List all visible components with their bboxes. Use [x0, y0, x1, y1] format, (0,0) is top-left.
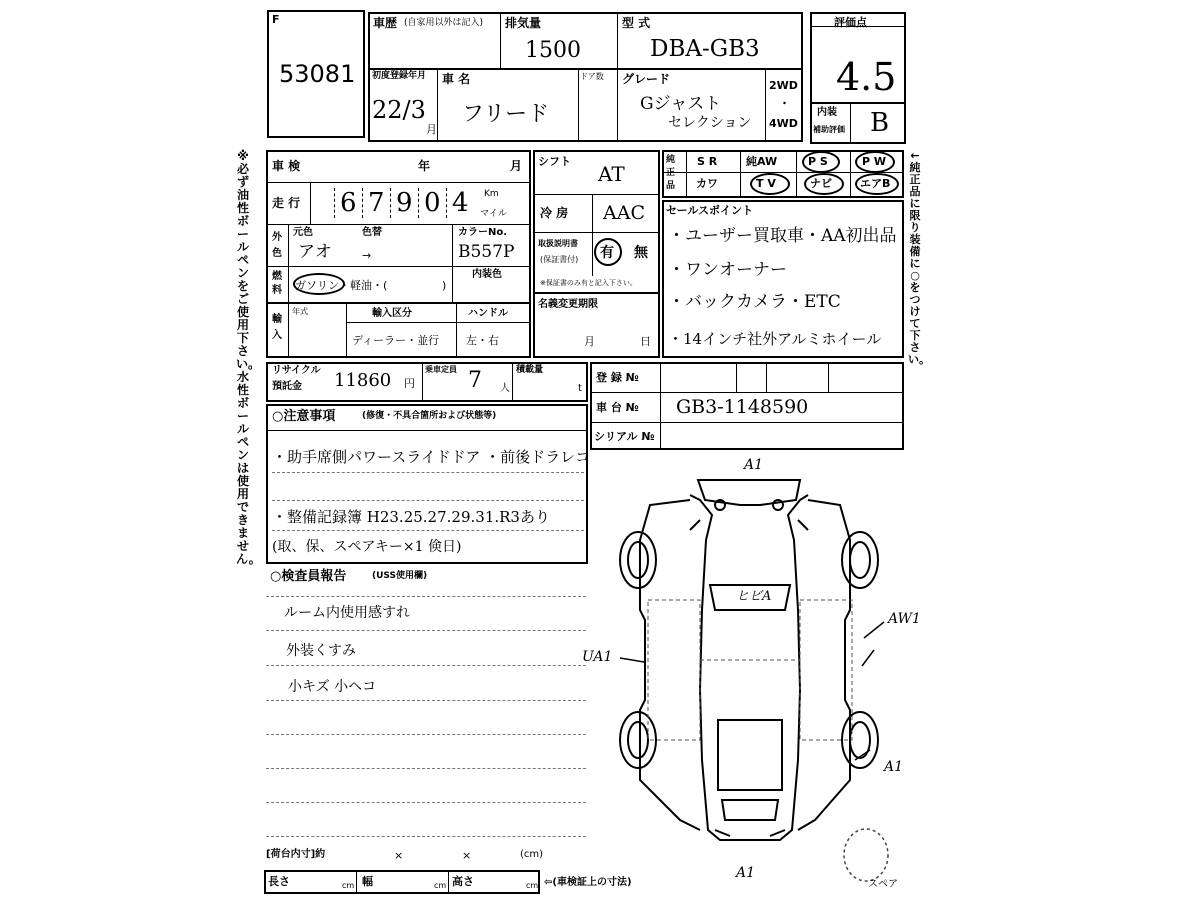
manual-no: 無: [634, 245, 648, 261]
dim-length: 長さ: [268, 875, 290, 888]
sales-points-label: セールスポイント: [666, 204, 754, 217]
handle-value: 左・右: [466, 334, 499, 347]
import-route-value: ディーラー・並行: [352, 334, 440, 347]
dim-width: 幅: [362, 875, 373, 888]
notes-title: ○注意事項: [272, 409, 336, 424]
note-line-1: ・助手席側パワースライドドア ・前後ドラレコ: [272, 448, 591, 466]
equip-tv: T V: [756, 177, 776, 190]
model-value: DBA-GB3: [650, 36, 760, 62]
mileage-unit-mile: マイル: [480, 209, 507, 219]
load-label: 積載量: [516, 365, 544, 375]
equip-leather: カワ: [696, 177, 718, 190]
import-year-label: 年式: [292, 307, 308, 316]
manual-sub: (保証書付): [540, 255, 579, 264]
recycle-yen: 円: [404, 377, 415, 390]
left-margin-note: ※必ず油性ボールペンをご使用下さい。水性ボールペンは使用できません。: [236, 149, 261, 566]
first-reg-value: 22/3: [372, 96, 426, 124]
inspector-line-3: 小キズ 小ヘコ: [288, 679, 377, 695]
mileage-digit-1: 6: [340, 188, 357, 218]
capacity-unit: 人: [500, 383, 510, 394]
dim-width-unit: cm: [434, 881, 447, 890]
fuel-options: ガソリン・軽油・(: [295, 279, 388, 292]
import-route-label: 輸入区分: [372, 308, 412, 319]
mileage-digit-2: 7: [368, 188, 385, 218]
lot-marker: F: [272, 13, 280, 26]
serial-label: シリアル №: [594, 430, 655, 443]
color-change-label: 色替: [362, 227, 382, 238]
inspector-title: ○検査員報告: [270, 569, 347, 584]
sales-point-3: ・バックカメラ・ETC: [668, 292, 841, 312]
manual-label: 取扱説明書: [538, 239, 578, 248]
equipment-side-label: 純正品: [666, 155, 676, 191]
equipment-side-note: ←純正品に限り装備に○をつけて下さい。: [908, 149, 930, 366]
note-line-2: ・整備記録簿 H23.25.27.29.31.R3あり: [272, 508, 550, 526]
equip-sr: S R: [697, 155, 718, 168]
chassis-label: 車 台 №: [596, 401, 639, 414]
history-label: 車歴: [373, 16, 398, 30]
equip-airbag: エアB: [860, 177, 891, 190]
lot-number: 53081: [279, 60, 356, 88]
sales-point-1: ・ユーザー買取車・AA初出品: [668, 226, 897, 246]
damage-mark-right-door: AW1: [888, 611, 921, 627]
grade-label: グレード: [622, 72, 671, 86]
color-code-value: B557P: [458, 242, 515, 262]
dimensions-label: [荷台内寸]約: [266, 849, 326, 860]
damage-mark-left-door: UA1: [582, 649, 613, 665]
notes-title-sub: (修復・不具合箇所および状態等): [362, 411, 497, 421]
inspection-label: 車 検: [272, 159, 301, 173]
dim-height: 高さ: [452, 875, 474, 888]
damage-mark-rear: A1: [736, 865, 756, 881]
dimensions-x1: ×: [394, 849, 404, 862]
mileage-digit-4: 0: [424, 188, 441, 218]
interior-value: B: [870, 108, 890, 138]
equip-alloy: 純AW: [746, 155, 778, 168]
manual-note: ※保証書のみ有と記入下さい。: [540, 279, 637, 287]
interior-label-1: 内装: [817, 107, 837, 118]
color-orig-label: 元色: [293, 227, 313, 238]
drive-2wd: 2WD: [769, 79, 798, 92]
color-code-label: カラーNo.: [458, 227, 508, 238]
recycle-label-2: 預託金: [272, 381, 302, 392]
import-side-label: 輸入: [272, 314, 282, 341]
first-reg-label: 初度登録年月: [372, 71, 427, 81]
damage-mark-front: A1: [744, 457, 764, 473]
displacement-label: 排気量: [505, 16, 542, 30]
damage-mark-glass: ヒビA: [736, 589, 772, 604]
recycle-value: 11860: [334, 370, 392, 391]
capacity-value: 7: [468, 368, 482, 393]
inspection-year: 年: [418, 159, 431, 173]
spare-label: スペア: [868, 879, 898, 890]
drive-4wd: 4WD: [769, 117, 798, 130]
inspector-line-1: ルーム内使用感すれ: [284, 605, 410, 621]
inspection-month: 月: [510, 159, 523, 173]
score-value: 4.5: [836, 55, 897, 99]
shift-value: AT: [598, 162, 625, 186]
dimensions-x2: ×: [462, 849, 472, 862]
doors-label: ドア数: [580, 72, 604, 81]
equip-navi: ナビ: [810, 177, 832, 190]
mileage-unit-km: Km: [484, 189, 499, 199]
dim-length-unit: cm: [342, 881, 355, 890]
model-label: 型 式: [622, 16, 651, 30]
recycle-label-1: リサイクル: [272, 365, 321, 376]
displacement-value: 1500: [525, 38, 581, 63]
mileage-digit-3: 9: [396, 188, 413, 218]
load-unit: t: [578, 383, 582, 394]
dimensions-note: ⇦(車検証上の寸法): [544, 877, 632, 888]
damage-mark-right-rear: A1: [884, 759, 904, 775]
color-orig-value: アオ: [298, 242, 332, 262]
fuel-close: ): [442, 279, 447, 292]
car-name-value: フリード: [462, 102, 550, 127]
name-change-month: 月: [584, 335, 595, 348]
interior-color-label: 内装色: [472, 269, 502, 280]
fuel-side-label: 燃料: [272, 271, 282, 296]
interior-label-2: 補助評価: [813, 125, 845, 134]
note-line-3: (取、保、スペアキー×1 倹日): [272, 539, 462, 555]
sales-point-2: ・ワンオーナー: [668, 260, 787, 280]
equip-ps: P S: [808, 155, 828, 168]
drive-dot: ・: [779, 97, 790, 110]
grade-value-2: セレクション: [668, 115, 752, 131]
sales-point-4: ・14インチ社外アルミホイール: [668, 330, 882, 348]
mileage-label: 走 行: [272, 196, 301, 210]
score-label: 評価点: [834, 16, 867, 29]
inspector-line-2: 外装くすみ: [286, 643, 356, 659]
handle-label: ハンドル: [468, 308, 508, 319]
reg-label: 登 録 №: [596, 371, 639, 384]
shift-label: シフト: [538, 155, 571, 168]
inspector-title-sub: (USS使用欄): [372, 571, 428, 581]
name-change-day: 日: [640, 335, 651, 348]
color-arrow: →: [362, 249, 372, 262]
grade-value-1: Gジャスト: [640, 94, 722, 114]
equip-pw: P W: [862, 155, 887, 168]
spare-tire-icon: [844, 829, 888, 881]
history-note: (自家用以外は記入): [404, 18, 484, 28]
name-change-label: 名義変更期限: [538, 299, 598, 310]
mileage-digit-5: 4: [452, 188, 469, 218]
capacity-label: 乗車定員: [425, 365, 457, 374]
manual-yes: 有: [600, 245, 614, 261]
car-name-label: 車 名: [442, 72, 471, 86]
color-side-label: 外色: [272, 232, 282, 259]
aircon-label: 冷 房: [540, 206, 569, 220]
first-reg-month-unit: 月: [426, 123, 437, 136]
aircon-value: AAC: [603, 202, 645, 224]
dim-height-unit: cm: [526, 881, 539, 890]
chassis-value: GB3-1148590: [676, 396, 809, 418]
dimensions-cm: (cm): [520, 849, 544, 860]
